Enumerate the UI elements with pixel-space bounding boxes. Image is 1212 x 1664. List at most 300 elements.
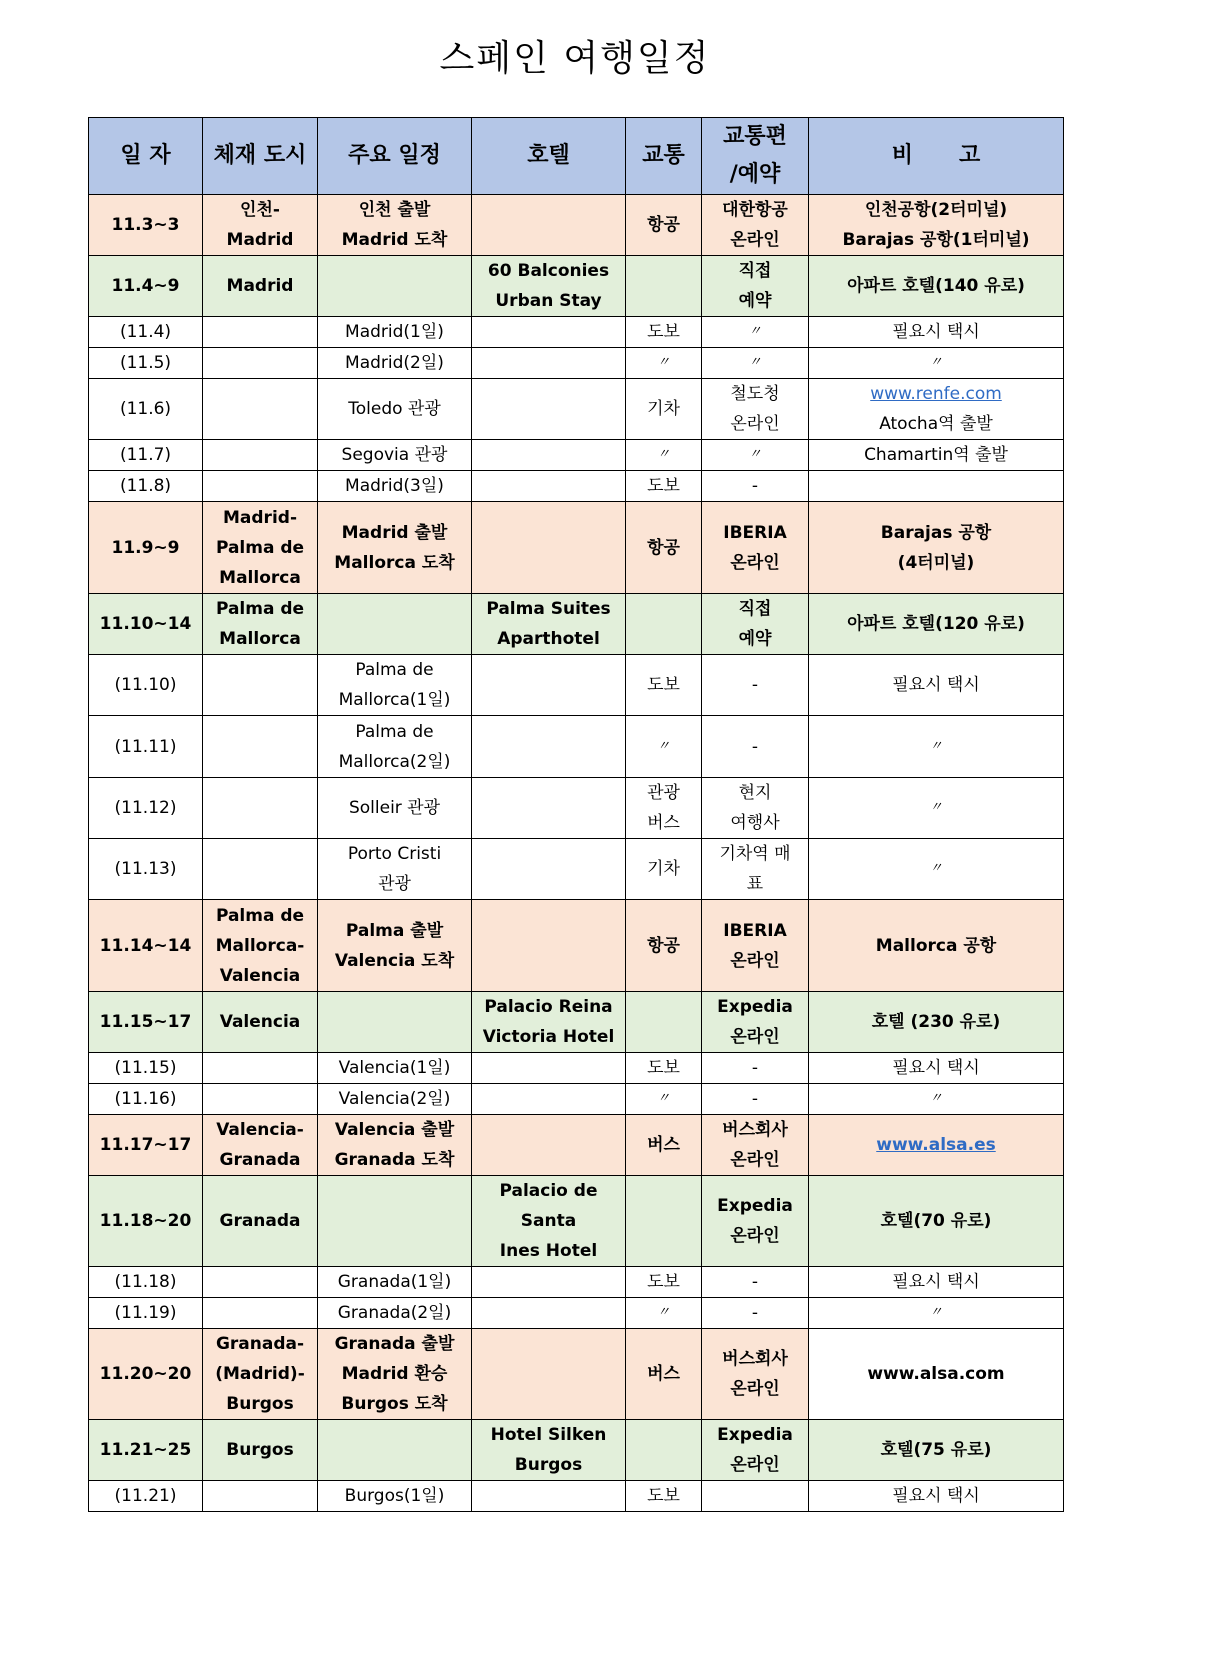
cell-text: 11.15~17 [99, 1012, 192, 1032]
cell-text: Barajas 공항(1터미널) [842, 230, 1030, 250]
column-header-note: 비 고 [809, 118, 1064, 195]
cell-text: Valencia [219, 965, 301, 986]
cell-text: Granada 도착 [334, 1150, 455, 1170]
booking-cell [702, 1481, 809, 1512]
cell-text: Burgos [226, 1440, 294, 1460]
cell-text: 11.20~20 [99, 1364, 192, 1384]
cell-text: 11.17~17 [99, 1135, 192, 1155]
city-cell [203, 317, 318, 348]
itinerary-body [89, 195, 1064, 1512]
hotel-cell [472, 348, 626, 379]
header-line: 교통편 [723, 124, 787, 149]
cell-text: Mallorca 도착 [334, 552, 455, 573]
date-cell [89, 594, 203, 655]
plan-cell [318, 348, 472, 379]
cell-text: 예약 [738, 629, 772, 649]
plan-cell [318, 471, 472, 502]
ditto-mark: 〃 [748, 324, 762, 339]
cell-text: 표 [746, 874, 764, 894]
table-row [89, 1298, 1064, 1329]
cell-text: 도보 [647, 1272, 680, 1292]
transport-cell [626, 1329, 702, 1420]
table-row [89, 594, 1064, 655]
table-row [89, 1176, 1064, 1267]
booking-cell [702, 1115, 809, 1176]
column-header-date: 일 자 [89, 118, 203, 195]
date-cell [89, 1420, 203, 1481]
date-cell [89, 317, 203, 348]
city-cell [203, 502, 318, 594]
hotel-cell [472, 778, 626, 839]
transport-cell [626, 256, 702, 317]
cell-text: 온라인 [730, 552, 780, 573]
booking-cell [702, 1329, 809, 1420]
hotel-cell [472, 502, 626, 594]
cell-text: 온라인 [730, 414, 780, 434]
cell-text: Granada [219, 1211, 301, 1231]
cell-text: Madrid 출발 [341, 522, 448, 543]
cell-text: 온라인 [730, 1379, 780, 1399]
cell-text: 60 Balconies [487, 261, 610, 281]
cell-text: 여행사 [730, 813, 780, 833]
table-row [89, 440, 1064, 471]
transport-cell [626, 1267, 702, 1298]
cell-text: 호텔 (230 유로) [871, 1012, 1001, 1032]
city-cell [203, 594, 318, 655]
hotel-cell [472, 594, 626, 655]
website-link[interactable]: www.alsa.es [876, 1135, 996, 1155]
header-line: /예약 [729, 162, 781, 187]
booking-cell [702, 1420, 809, 1481]
cell-text: IBERIA [723, 522, 787, 543]
note-cell [809, 348, 1064, 379]
cell-text: Chamartin역 출발 [864, 445, 1008, 465]
cell-text: Mallorca(2일) [338, 751, 451, 772]
cell-text: 필요시 택시 [892, 1058, 980, 1078]
plan-cell [318, 1267, 472, 1298]
city-cell [203, 1329, 318, 1420]
transport-cell [626, 379, 702, 440]
cell-text: - [751, 1272, 759, 1292]
cell-text: (11.11) [114, 736, 177, 757]
note-cell [809, 440, 1064, 471]
ditto-mark: 〃 [929, 355, 943, 370]
cell-text: 인천 출발 [358, 200, 431, 220]
plan-cell [318, 1176, 472, 1267]
ditto-mark: 〃 [929, 861, 943, 876]
cell-text: 도보 [647, 1058, 680, 1078]
cell-text: Urban Stay [495, 291, 602, 311]
column-header-plan: 주요 일정 [318, 118, 472, 195]
cell-text: (11.21) [114, 1486, 177, 1506]
cell-text: 필요시 택시 [892, 1486, 980, 1506]
cell-text: 아파트 호텔(120 유로) [847, 614, 1025, 634]
table-row [89, 317, 1064, 348]
cell-text: (11.7) [119, 445, 172, 465]
cell-text: 11.18~20 [99, 1211, 192, 1231]
cell-text: - [751, 1058, 759, 1078]
cell-text: Expedia [717, 997, 793, 1017]
cell-text: 버스회사 [722, 1349, 788, 1369]
plan-cell [318, 379, 472, 440]
date-cell [89, 1084, 203, 1115]
cell-text: Mallorca 공항 [875, 935, 997, 956]
cell-text: Madrid [226, 276, 294, 296]
cell-text: Palacio de [499, 1181, 598, 1201]
table-row [89, 1115, 1064, 1176]
hotel-cell [472, 1176, 626, 1267]
note-cell [809, 992, 1064, 1053]
hotel-cell [472, 317, 626, 348]
cell-text: Burgos [514, 1455, 583, 1475]
cell-text: 11.3~3 [111, 215, 180, 235]
cell-text: 인천공항(2터미널) [864, 200, 1008, 220]
cell-text: (4터미널) [897, 552, 975, 573]
plan-cell [318, 1420, 472, 1481]
date-cell [89, 1298, 203, 1329]
cell-text: Madrid(2일) [345, 353, 444, 373]
cell-text: 11.4~9 [111, 276, 180, 296]
booking-cell [702, 1176, 809, 1267]
cell-text: Valencia(1일) [338, 1058, 451, 1078]
cell-text: Palma de [215, 599, 305, 619]
cell-text: (11.13) [114, 859, 177, 879]
cell-text: 버스 [647, 1135, 680, 1155]
cell-text: Ines Hotel [499, 1241, 598, 1261]
booking-cell [702, 348, 809, 379]
city-cell [203, 1481, 318, 1512]
cell-text: (11.10) [114, 675, 177, 695]
transport-cell [626, 317, 702, 348]
table-row [89, 992, 1064, 1053]
cell-text: 11.14~14 [99, 935, 192, 956]
column-header-transport: 교통 [626, 118, 702, 195]
city-cell [203, 716, 318, 778]
ditto-mark: 〃 [929, 1305, 943, 1320]
cell-text: 온라인 [730, 230, 780, 250]
transport-cell [626, 839, 702, 900]
transport-cell [626, 1420, 702, 1481]
date-cell [89, 348, 203, 379]
city-cell [203, 195, 318, 256]
cell-text: Valencia- [216, 1120, 304, 1140]
hotel-cell [472, 716, 626, 778]
table-row [89, 716, 1064, 778]
note-cell [809, 1176, 1064, 1267]
cell-text: Palma de [355, 660, 434, 680]
ditto-mark: 〃 [748, 447, 762, 462]
cell-text: Granada(2일) [337, 1303, 452, 1323]
cell-text: Hotel Silken [490, 1425, 607, 1445]
note-cell [809, 900, 1064, 992]
plan-cell [318, 1053, 472, 1084]
cell-text: 예약 [738, 291, 772, 311]
cell-text: 항공 [647, 215, 680, 235]
transport-cell [626, 195, 702, 256]
transport-cell [626, 1115, 702, 1176]
cell-text: 온라인 [730, 1027, 780, 1047]
plan-cell [318, 1115, 472, 1176]
table-row [89, 1053, 1064, 1084]
cell-text: 온라인 [730, 1226, 780, 1246]
table-row [89, 471, 1064, 502]
cell-text: (11.12) [114, 798, 177, 818]
cell-text: Palma de [355, 721, 434, 742]
hotel-cell [472, 1481, 626, 1512]
table-row [89, 502, 1064, 594]
date-cell [89, 655, 203, 716]
booking-cell [702, 1267, 809, 1298]
date-cell [89, 1053, 203, 1084]
hotel-cell [472, 1329, 626, 1420]
cell-text: Palma Suites [486, 599, 611, 619]
cell-text: 현지 [738, 783, 772, 803]
cell-text: 항공 [647, 537, 680, 558]
plan-cell [318, 195, 472, 256]
table-row [89, 1267, 1064, 1298]
date-cell [89, 1481, 203, 1512]
cell-text: Solleir 관광 [348, 798, 441, 818]
transport-cell [626, 716, 702, 778]
table-row [89, 1481, 1064, 1512]
cell-text: Mallorca [219, 567, 301, 588]
plan-cell [318, 594, 472, 655]
cell-text: Expedia [717, 1196, 793, 1216]
cell-text: Burgos 도착 [341, 1394, 448, 1414]
plan-cell [318, 900, 472, 992]
ditto-mark: 〃 [748, 355, 762, 370]
date-cell [89, 900, 203, 992]
plan-cell [318, 317, 472, 348]
booking-cell [702, 1298, 809, 1329]
city-cell [203, 992, 318, 1053]
cell-text: 버스 [647, 813, 680, 833]
date-cell [89, 1329, 203, 1420]
cell-text: 관광 [647, 783, 680, 803]
cell-text: Valencia [219, 1012, 301, 1032]
hotel-cell [472, 440, 626, 471]
plan-cell [318, 1084, 472, 1115]
column-header-city: 체재 도시 [203, 118, 318, 195]
cell-text: Burgos(1일) [344, 1486, 445, 1506]
cell-text: 호텔(70 유로) [880, 1211, 992, 1231]
transport-cell [626, 778, 702, 839]
table-row [89, 256, 1064, 317]
website-link[interactable]: www.renfe.com [870, 384, 1002, 404]
cell-text: Palma de [215, 905, 305, 926]
transport-cell [626, 502, 702, 594]
note-cell [809, 502, 1064, 594]
cell-text: 항공 [647, 935, 680, 956]
table-row [89, 778, 1064, 839]
ditto-mark: 〃 [656, 738, 670, 754]
date-cell [89, 471, 203, 502]
note-cell [809, 655, 1064, 716]
table-row [89, 1084, 1064, 1115]
note-cell [809, 1267, 1064, 1298]
cell-text: (11.19) [114, 1303, 177, 1323]
city-cell [203, 1053, 318, 1084]
date-cell [89, 839, 203, 900]
hotel-cell [472, 1420, 626, 1481]
transport-cell [626, 1176, 702, 1267]
ditto-mark: 〃 [929, 800, 943, 815]
hotel-cell [472, 900, 626, 992]
cell-text: Palma 출발 [345, 920, 444, 941]
ditto-mark: 〃 [929, 1091, 943, 1106]
itinerary-table [88, 117, 1064, 1512]
cell-text: Palacio Reina [484, 997, 613, 1017]
booking-cell [702, 839, 809, 900]
plan-cell [318, 1329, 472, 1420]
cell-text: Santa [520, 1211, 577, 1231]
booking-cell [702, 992, 809, 1053]
note-cell [809, 716, 1064, 778]
city-cell [203, 348, 318, 379]
page-title: 스페인 여행일정 [439, 38, 711, 79]
cell-text: Mallorca(1일) [338, 690, 451, 710]
cell-text: 도보 [647, 322, 680, 342]
city-cell [203, 839, 318, 900]
column-header-hotel: 호텔 [472, 118, 626, 195]
transport-cell [626, 1053, 702, 1084]
ditto-mark: 〃 [656, 355, 670, 370]
plan-cell [318, 778, 472, 839]
date-cell [89, 502, 203, 594]
plan-cell [318, 502, 472, 594]
date-cell [89, 1176, 203, 1267]
cell-text: (11.18) [114, 1272, 177, 1292]
date-cell [89, 379, 203, 440]
hotel-cell [472, 1267, 626, 1298]
cell-text: Valencia 도착 [334, 950, 455, 971]
table-row [89, 1420, 1064, 1481]
date-cell [89, 992, 203, 1053]
header-row [89, 118, 1064, 195]
cell-text: - [751, 1303, 759, 1323]
note-cell [809, 1053, 1064, 1084]
city-cell [203, 1176, 318, 1267]
plan-cell [318, 1481, 472, 1512]
table-row [89, 195, 1064, 256]
cell-text: (11.4) [119, 322, 172, 342]
cell-text: 기차 [647, 859, 680, 879]
cell-text: 도보 [647, 675, 680, 695]
cell-text: Valencia(2일) [338, 1089, 451, 1109]
hotel-cell [472, 1053, 626, 1084]
cell-text: 인천- [240, 200, 280, 220]
cell-text: 기차역 매 [719, 844, 791, 864]
table-row [89, 839, 1064, 900]
cell-text: 기차 [647, 399, 680, 419]
cell-text: Granada(1일) [337, 1272, 452, 1292]
cell-text: Madrid 환승 [341, 1364, 448, 1384]
cell-text: IBERIA [723, 920, 787, 941]
cell-text: 필요시 택시 [892, 322, 980, 342]
hotel-cell [472, 992, 626, 1053]
cell-text: - [751, 1089, 759, 1109]
booking-cell [702, 778, 809, 839]
note-cell [809, 317, 1064, 348]
booking-cell [702, 256, 809, 317]
cell-text: 버스회사 [722, 1120, 788, 1140]
booking-cell [702, 440, 809, 471]
table-row [89, 348, 1064, 379]
cell-text: 직접 [738, 599, 772, 619]
cell-text: 11.21~25 [99, 1440, 192, 1460]
cell-text: 11.10~14 [99, 614, 192, 634]
cell-text: Madrid [226, 230, 294, 250]
date-cell [89, 195, 203, 256]
plan-cell [318, 1298, 472, 1329]
ditto-mark: 〃 [656, 1305, 670, 1320]
transport-cell [626, 1298, 702, 1329]
plan-cell [318, 992, 472, 1053]
cell-text: Madrid- [223, 507, 297, 528]
cell-text: (11.16) [114, 1089, 177, 1109]
cell-text: 철도청 [730, 384, 780, 404]
cell-text: 도보 [647, 476, 680, 496]
hotel-cell [472, 195, 626, 256]
cell-text: Victoria Hotel [482, 1027, 615, 1047]
cell-text: Porto Cristi [347, 844, 442, 864]
city-cell [203, 1084, 318, 1115]
cell-text: 11.9~9 [111, 537, 180, 558]
booking-cell [702, 1053, 809, 1084]
cell-text: Madrid 도착 [341, 230, 448, 250]
cell-text: - [751, 476, 759, 496]
plan-cell [318, 440, 472, 471]
hotel-cell [472, 471, 626, 502]
table-row [89, 1329, 1064, 1420]
transport-cell [626, 348, 702, 379]
ditto-mark: 〃 [929, 738, 943, 754]
date-cell [89, 440, 203, 471]
date-cell [89, 1267, 203, 1298]
cell-text: Mallorca- [215, 935, 305, 956]
cell-text: (11.5) [119, 353, 172, 373]
plan-cell [318, 839, 472, 900]
plan-cell [318, 256, 472, 317]
note-cell [809, 1115, 1064, 1176]
cell-text: Granada 출발 [334, 1334, 455, 1354]
cell-text: Segovia 관광 [341, 445, 448, 465]
cell-text: Expedia [717, 1425, 793, 1445]
city-cell [203, 1115, 318, 1176]
plan-cell [318, 716, 472, 778]
transport-cell [626, 1481, 702, 1512]
cell-text: (Madrid)- [215, 1364, 305, 1384]
cell-text: 관광 [378, 874, 411, 894]
cell-text: www.alsa.com [867, 1364, 1005, 1384]
note-cell [809, 1084, 1064, 1115]
note-cell [809, 195, 1064, 256]
cell-text: 도보 [647, 1486, 680, 1506]
date-cell [89, 1115, 203, 1176]
cell-text: Granada [219, 1150, 301, 1170]
note-cell [809, 379, 1064, 440]
hotel-cell [472, 839, 626, 900]
cell-text: Burgos [226, 1394, 294, 1414]
cell-text: 온라인 [730, 950, 780, 971]
booking-cell [702, 317, 809, 348]
transport-cell [626, 594, 702, 655]
table-row [89, 900, 1064, 992]
booking-cell [702, 594, 809, 655]
cell-text: 온라인 [730, 1455, 780, 1475]
booking-cell [702, 471, 809, 502]
cell-text: 호텔(75 유로) [880, 1440, 992, 1460]
